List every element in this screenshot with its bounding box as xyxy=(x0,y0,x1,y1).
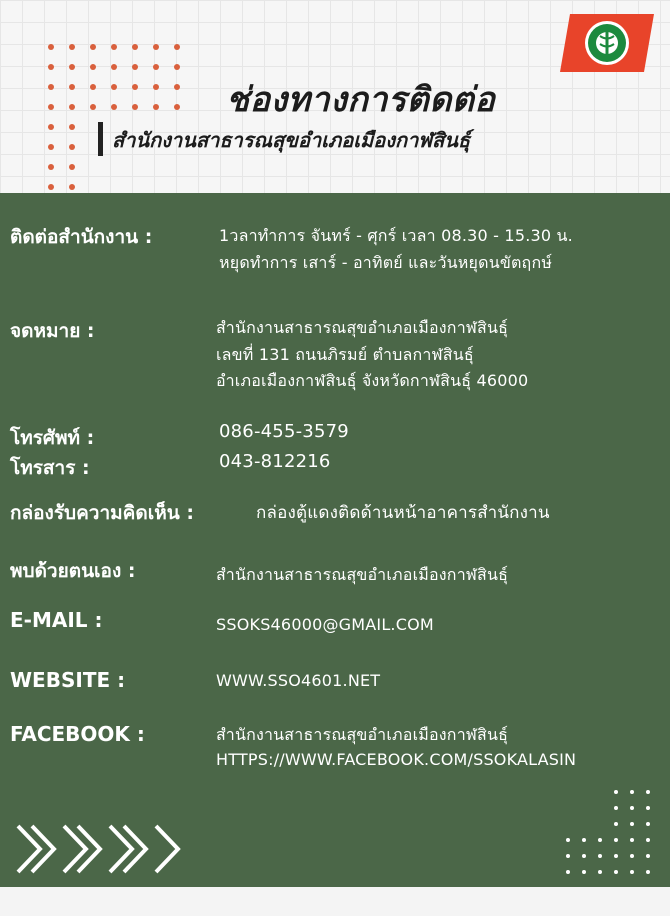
page-title: ช่องทางการติดต่อ xyxy=(226,80,496,120)
decorative-dot xyxy=(646,854,650,858)
email-label: E-MAIL : xyxy=(10,608,103,632)
footer-strip xyxy=(0,887,670,916)
website-label: WEBSITE : xyxy=(10,668,126,692)
office-hours-label: ติดต่อสำนักงาน : xyxy=(10,226,153,248)
mail-label: จดหมาย : xyxy=(10,320,95,342)
feedback-box-location: กล่องตู้แดงติดด้านหน้าอาคารสำนักงาน xyxy=(256,503,550,523)
in-person-label: พบด้วยตนเอง : xyxy=(10,560,136,582)
facebook-link[interactable]: HTTPS://WWW.FACEBOOK.COM/SSOKALASIN xyxy=(216,750,577,769)
decorative-dot xyxy=(566,854,570,858)
decorative-dot xyxy=(566,870,570,874)
decorative-dot xyxy=(630,806,634,810)
decorative-dot xyxy=(630,854,634,858)
decorative-dot xyxy=(153,104,159,110)
facebook-label: FACEBOOK : xyxy=(10,722,145,746)
decorative-dot xyxy=(646,870,650,874)
decorative-dot xyxy=(582,870,586,874)
decorative-dot xyxy=(174,64,180,70)
decorative-dot xyxy=(69,164,75,170)
decorative-dot xyxy=(614,822,618,826)
email-link[interactable]: SSOKS46000@GMAIL.COM xyxy=(216,615,434,634)
decorative-dot xyxy=(614,838,618,842)
decorative-dot xyxy=(48,164,54,170)
decorative-dot xyxy=(111,44,117,50)
decorative-dot xyxy=(90,84,96,90)
header-panel xyxy=(0,0,670,193)
phone-number[interactable]: 086-455-3579 xyxy=(219,421,349,442)
decorative-dot xyxy=(174,44,180,50)
page-subtitle: สำนักงานสาธารณสุขอำเภอเมืองกาฬสินธุ์ xyxy=(112,128,471,152)
decorative-dot xyxy=(566,838,570,842)
decorative-dot xyxy=(174,84,180,90)
mail-line-2: เลขที่ 131 ถนนภิรมย์ ตำบลกาฬสินธุ์ xyxy=(216,345,474,364)
decorative-dot xyxy=(48,44,54,50)
decorative-dot xyxy=(630,822,634,826)
website-link[interactable]: WWW.SSO4601.NET xyxy=(216,671,381,690)
decorative-dot xyxy=(614,806,618,810)
decorative-dot xyxy=(614,854,618,858)
decorative-dot xyxy=(153,84,159,90)
decorative-dot xyxy=(132,44,138,50)
decorative-dot xyxy=(48,64,54,70)
decorative-dot xyxy=(111,64,117,70)
mail-line-1: สำนักงานสาธารณสุขอำเภอเมืองกาฬสินธุ์ xyxy=(216,318,509,337)
decorative-dot xyxy=(90,64,96,70)
decorative-dot xyxy=(90,44,96,50)
decorative-dot xyxy=(614,870,618,874)
contact-info-panel xyxy=(0,193,670,887)
decorative-dot xyxy=(69,144,75,150)
decorative-dot xyxy=(630,870,634,874)
decorative-dot xyxy=(48,144,54,150)
fax-number: 043-812216 xyxy=(219,451,331,472)
decorative-dot xyxy=(69,64,75,70)
decorative-dot xyxy=(69,44,75,50)
mail-line-3: อำเภอเมืองกาฬสินธุ์ จังหวัดกาฬสินธุ์ 46000 xyxy=(216,371,529,390)
decorative-dot xyxy=(48,184,54,190)
decorative-dot xyxy=(111,104,117,110)
phone-label: โทรศัพท์ : xyxy=(10,427,95,449)
office-hours-weekday: 1วลาทำการ จันทร์ - ศุกร์ เวลา 08.30 - 15.30 น. xyxy=(219,226,573,245)
decorative-dot xyxy=(69,84,75,90)
decorative-dot xyxy=(153,64,159,70)
decorative-dot xyxy=(646,822,650,826)
decorative-dot xyxy=(582,854,586,858)
decorative-dot xyxy=(69,124,75,130)
decorative-dot xyxy=(69,184,75,190)
decorative-dot xyxy=(598,854,602,858)
decorative-dot xyxy=(174,104,180,110)
title-accent-bar xyxy=(98,122,103,156)
decorative-dot xyxy=(132,64,138,70)
decorative-dot xyxy=(614,790,618,794)
feedback-box-label: กล่องรับความคิดเห็น : xyxy=(10,502,194,524)
decorative-dot xyxy=(90,104,96,110)
fax-label: โทรสาร : xyxy=(10,457,90,479)
decorative-dot xyxy=(646,790,650,794)
facebook-page-name: สำนักงานสาธารณสุขอำเภอเมืองกาฬสินธุ์ xyxy=(216,725,509,744)
in-person-location: สำนักงานสาธารณสุขอำเภอเมืองกาฬสินธุ์ xyxy=(216,565,509,584)
decorative-dot xyxy=(48,124,54,130)
decorative-dot xyxy=(598,870,602,874)
decorative-dot xyxy=(630,838,634,842)
decorative-dot xyxy=(582,838,586,842)
decorative-dot xyxy=(630,790,634,794)
decorative-dot xyxy=(132,104,138,110)
office-hours-weekend: หยุดทำการ เสาร์ - อาทิตย์ และวันหยุดนขัตฤกษ์ xyxy=(219,253,553,272)
decorative-dot xyxy=(48,104,54,110)
decorative-dot xyxy=(646,806,650,810)
chevron-arrows-icon xyxy=(14,822,194,876)
decorative-dot xyxy=(598,838,602,842)
decorative-dot xyxy=(132,84,138,90)
decorative-dot xyxy=(48,84,54,90)
decorative-dot xyxy=(153,44,159,50)
decorative-dot xyxy=(646,838,650,842)
decorative-dot xyxy=(111,84,117,90)
ministry-of-public-health-logo-icon xyxy=(560,14,654,72)
decorative-dot xyxy=(69,104,75,110)
